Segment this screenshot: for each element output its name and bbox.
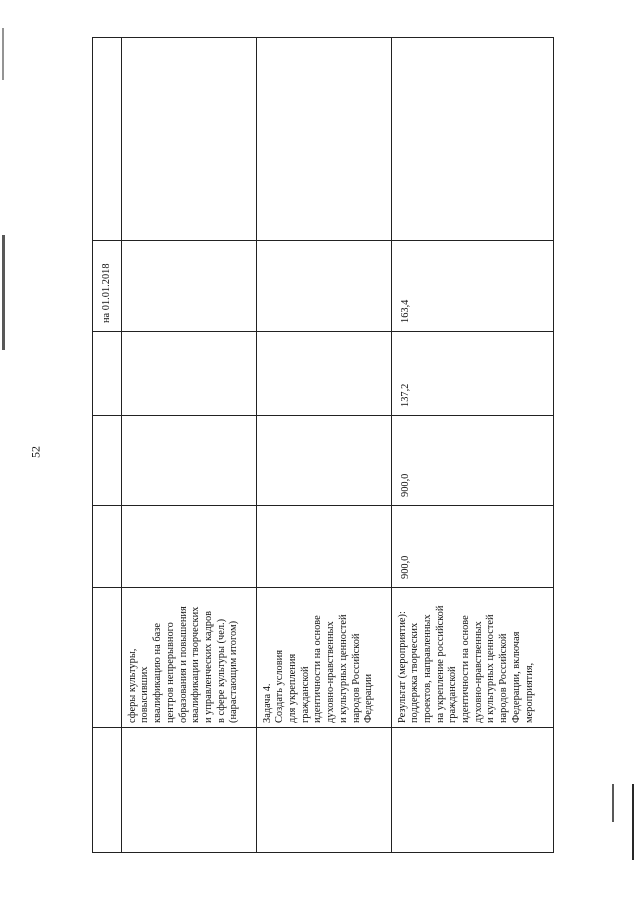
page-number: 52 — [28, 446, 43, 458]
table-cell — [256, 728, 391, 853]
table-cell — [93, 728, 122, 853]
table-row — [391, 38, 553, 853]
table-cell — [121, 416, 256, 506]
table-cell — [121, 38, 256, 241]
scan-edge-mark — [612, 784, 614, 822]
table-cell — [121, 506, 256, 588]
table-row — [93, 38, 122, 853]
table-row — [256, 38, 391, 853]
table-cell: 137,2 — [391, 332, 553, 416]
rotated-table-area — [92, 38, 554, 853]
table-cell — [256, 241, 391, 332]
scan-edge-mark — [2, 28, 4, 80]
table-cell — [256, 38, 391, 241]
table-cell: на 01.01.2018 — [93, 241, 122, 332]
table-cell — [256, 416, 391, 506]
table-cell — [93, 588, 122, 728]
table-cell — [121, 332, 256, 416]
table-row — [121, 38, 256, 853]
table-cell: 900,0 — [391, 416, 553, 506]
table-cell: Задача 4. Создать условия для укрепления гражданской идентичности на основе духовно-нравственных и культурных ценностей народов Российской Федерации — [256, 588, 391, 728]
table-cell: Результат (мероприятие): поддержка творческих проектов, направленных на укрепление российской гражданской идентичности на основе духовно-нравственных и культурных ценностей народов Российской Федерации, включая мероприятия, — [391, 588, 553, 728]
table-cell: 900,0 — [391, 506, 553, 588]
scan-edge-mark — [2, 235, 5, 350]
data-table-rotated — [92, 38, 554, 853]
table-cell — [256, 332, 391, 416]
table-cell: сферы культуры, повысивших квалификацию на базе центров непрерывного образования и повышения квалификации творческих и управленческих кадров в сфере культуры (чел.) (нарастающим итогом) — [121, 588, 256, 728]
table-cell — [93, 332, 122, 416]
table-cell — [256, 506, 391, 588]
table-cell — [121, 728, 256, 853]
table-cell — [391, 728, 553, 853]
data-table — [92, 37, 554, 853]
table-cell — [121, 241, 256, 332]
scan-edge-mark — [632, 784, 634, 860]
table-cell — [93, 506, 122, 588]
table-cell — [93, 38, 122, 241]
table-cell: 163,4 — [391, 241, 553, 332]
table-cell — [391, 38, 553, 241]
table-cell — [93, 416, 122, 506]
